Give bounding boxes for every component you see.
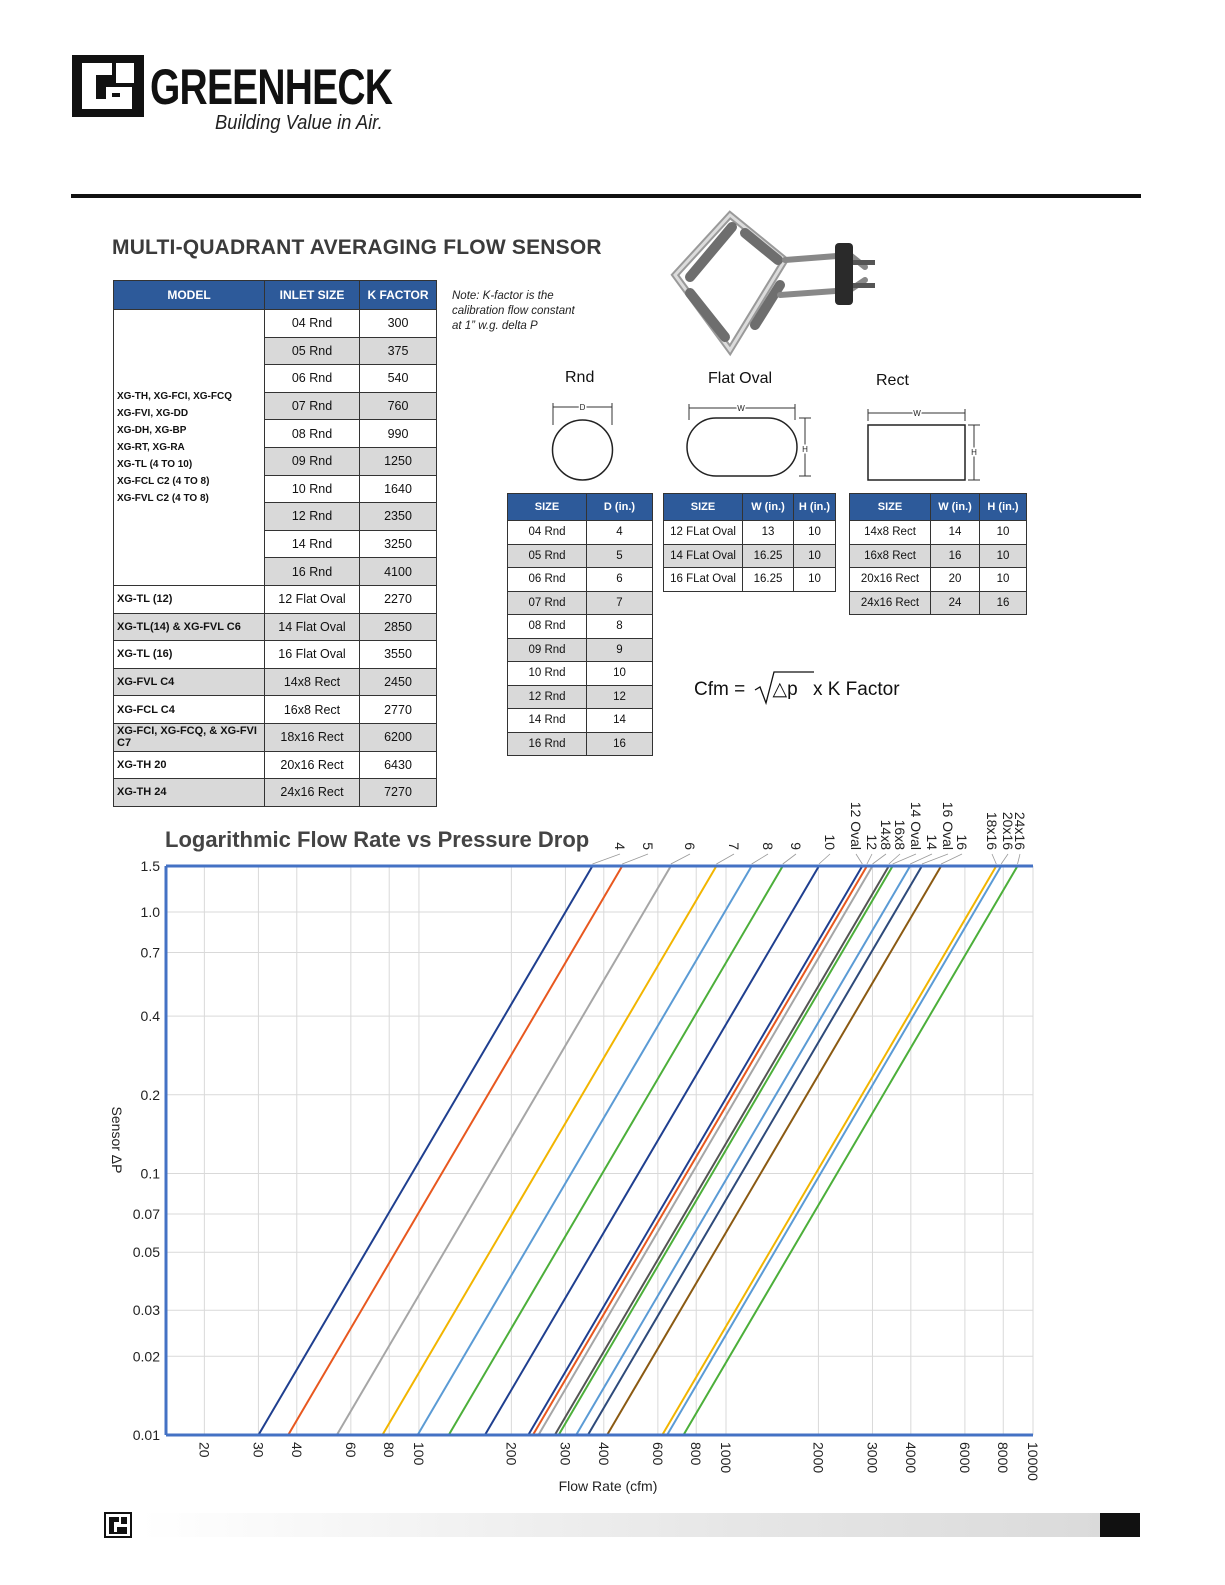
model-name: XG-FVL C2 (4 TO 8) — [117, 492, 209, 504]
table-row — [664, 544, 836, 568]
h-dimension-mark: H — [971, 448, 977, 457]
series-line-18x16 — [662, 866, 996, 1435]
size-cell: 09 Rnd — [508, 638, 587, 662]
size-cell: 05 Rnd — [508, 544, 587, 568]
x-tick-label: 1000 — [717, 1442, 734, 1474]
series-label: 12 Oval — [848, 801, 864, 850]
table-row — [508, 638, 653, 662]
header-k-factor: K FACTOR — [360, 281, 437, 310]
k-factor-cell: 2350 — [360, 503, 437, 531]
k-factor-cell: 4100 — [360, 558, 437, 586]
model-cell: XG-TL (16) — [114, 641, 265, 669]
model-cell: XG-TL (12) — [114, 585, 265, 613]
size-cell: 14 FLat Oval — [664, 544, 743, 568]
round-size-table — [507, 493, 653, 756]
round-duct-diagram — [545, 400, 620, 485]
size-cell: 20x16 Rect — [850, 568, 931, 592]
inlet-size-cell: 14 Rnd — [265, 530, 360, 558]
chart-title: Logarithmic Flow Rate vs Pressure Drop — [165, 827, 590, 852]
k-factor-note: Note: K-factor is the calibration flow constant at 1” w.g. delta P — [452, 290, 575, 332]
series-leader-line — [867, 854, 872, 864]
k-factor-cell: 3550 — [360, 641, 437, 669]
series-line-14x8 — [538, 866, 872, 1435]
k-factor-cell: 1250 — [360, 447, 437, 475]
y-tick-label: 1.5 — [140, 858, 160, 874]
x-tick-label: 100 — [410, 1442, 427, 1466]
inlet-size-cell: 04 Rnd — [265, 310, 360, 338]
inlet-size-cell: 16x8 Rect — [265, 696, 360, 724]
size-cell: 16x8 Rect — [850, 544, 931, 568]
k-factor-cell: 540 — [360, 365, 437, 393]
k-factor-cell: 6430 — [360, 751, 437, 779]
x-tick-label: 6000 — [956, 1442, 973, 1474]
w-cell: 24 — [931, 591, 980, 615]
d-cell: 12 — [587, 685, 653, 709]
series-label: 10 — [822, 834, 838, 850]
greenheck-logo-mark — [72, 55, 144, 117]
table-row — [114, 641, 437, 669]
series-label: 5 — [640, 842, 656, 850]
inlet-size-cell: 24x16 Rect — [265, 779, 360, 807]
table-row — [508, 615, 653, 639]
series-line-12 — [533, 866, 867, 1435]
w-dimension-mark: W — [913, 409, 921, 418]
series-line-16 — [607, 866, 941, 1435]
size-cell: 06 Rnd — [508, 568, 587, 592]
series-label: 24x16 — [1012, 811, 1028, 850]
w-cell: 16.25 — [743, 568, 794, 592]
inlet-size-cell: 14 Flat Oval — [265, 613, 360, 641]
k-factor-cell: 990 — [360, 420, 437, 448]
k-factor-cell: 1640 — [360, 475, 437, 503]
registered-mark: ® — [138, 106, 144, 115]
model-group-cell — [114, 310, 265, 586]
table-row — [850, 568, 1027, 592]
k-factor-cell: 2450 — [360, 668, 437, 696]
flow-pressure-chart — [0, 780, 1225, 1500]
w-cell: 14 — [931, 521, 980, 545]
series-leader-line — [716, 854, 734, 864]
table-row — [508, 544, 653, 568]
y-tick-label: 0.4 — [140, 1008, 160, 1025]
x-tick-label: 300 — [557, 1442, 574, 1466]
size-cell: 14 Rnd — [508, 709, 587, 733]
series-label: 20x16 — [1000, 811, 1016, 850]
header-model: MODEL — [114, 281, 265, 310]
model-cell: XG-FCI, XG-FCQ, & XG-FVI C7 — [114, 723, 265, 751]
brand-name: GREENHECK — [150, 59, 393, 115]
x-tick-label: 800 — [688, 1442, 705, 1466]
table-row — [114, 723, 437, 751]
header-size: SIZE — [664, 494, 743, 521]
x-tick-label: 600 — [649, 1442, 666, 1466]
series-line-16x8 — [555, 866, 889, 1435]
w-cell: 16.25 — [743, 544, 794, 568]
series-leader-line — [622, 854, 648, 864]
table-row — [114, 668, 437, 696]
series-line-10 — [485, 866, 819, 1435]
model-name: XG-FVI, XG-DD — [117, 407, 189, 419]
series-leader-line — [856, 854, 862, 864]
d-dimension-mark: D — [579, 403, 586, 412]
table-row — [508, 521, 653, 545]
inlet-size-cell: 16 Flat Oval — [265, 641, 360, 669]
size-cell: 14x8 Rect — [850, 521, 931, 545]
flat-oval-shape-label: Flat Oval — [708, 370, 773, 387]
table-row — [114, 585, 437, 613]
w-cell: 13 — [743, 521, 794, 545]
series-line-20x16 — [667, 866, 1001, 1435]
series-label: 14x8 — [878, 819, 894, 850]
y-tick-label: 0.2 — [140, 1086, 160, 1103]
size-cell: 24x16 Rect — [850, 591, 931, 615]
table-row — [114, 696, 437, 724]
k-factor-cell: 3250 — [360, 530, 437, 558]
series-label: 16 — [954, 834, 970, 850]
h-cell: 10 — [794, 521, 836, 545]
model-name: XG-TL (4 TO 10) — [117, 458, 193, 470]
y-tick-label: 0.05 — [132, 1244, 160, 1261]
series-leader-line — [819, 854, 830, 864]
d-cell: 8 — [587, 615, 653, 639]
model-k-factor-table — [113, 280, 437, 807]
footer-bar — [140, 1513, 1140, 1537]
series-line-5 — [288, 866, 622, 1435]
series-leader-line — [992, 854, 996, 864]
cfm-formula — [694, 678, 900, 701]
d-cell: 5 — [587, 544, 653, 568]
d-cell: 7 — [587, 591, 653, 615]
formula-rhs: x K Factor — [812, 679, 900, 700]
series-line-4 — [258, 866, 592, 1435]
k-factor-cell: 375 — [360, 337, 437, 365]
inlet-size-cell: 12 Rnd — [265, 503, 360, 531]
y-axis-label: Sensor ΔP — [109, 1106, 125, 1174]
inlet-size-cell: 10 Rnd — [265, 475, 360, 503]
h-cell: 10 — [794, 568, 836, 592]
y-tick-label: 0.01 — [132, 1427, 160, 1443]
header-h: H (in.) — [980, 494, 1027, 521]
series-label: 16x8 — [892, 819, 908, 850]
series-leader-line — [671, 854, 690, 864]
size-cell: 10 Rnd — [508, 662, 587, 686]
y-tick-label: 0.07 — [132, 1206, 160, 1223]
x-tick-label: 3000 — [864, 1442, 881, 1474]
h-cell: 10 — [980, 568, 1027, 592]
rnd-shape-label: Rnd — [565, 369, 595, 386]
k-factor-cell: 7270 — [360, 779, 437, 807]
series-label: 12 — [864, 834, 880, 850]
k-factor-cell: 760 — [360, 392, 437, 420]
x-tick-label: 2000 — [810, 1442, 827, 1474]
header-rule — [71, 194, 1141, 198]
flow-sensor-illustration — [660, 205, 885, 360]
brand-tagline: Building Value in Air. — [215, 112, 383, 134]
table-row — [664, 521, 836, 545]
table-row — [664, 568, 836, 592]
table-row — [114, 310, 437, 338]
model-cell: XG-TH 24 — [114, 779, 265, 807]
flat-oval-size-table — [663, 493, 836, 592]
header-w: W (in.) — [743, 494, 794, 521]
model-name: XG-FCL C2 (4 TO 8) — [117, 475, 210, 487]
series-line-16-oval — [588, 866, 922, 1435]
size-cell: 07 Rnd — [508, 591, 587, 615]
table-row — [114, 751, 437, 779]
h-dimension-mark: H — [802, 445, 808, 454]
inlet-size-cell: 20x16 Rect — [265, 751, 360, 779]
x-tick-label: 80 — [381, 1442, 398, 1458]
table-row — [850, 521, 1027, 545]
series-label: 14 Oval — [908, 801, 924, 850]
series-line-6 — [337, 866, 671, 1435]
x-tick-label: 40 — [288, 1442, 305, 1458]
x-tick-label: 60 — [342, 1442, 359, 1458]
x-tick-label: 30 — [250, 1442, 267, 1458]
table-row — [508, 732, 653, 756]
table-row — [508, 709, 653, 733]
series-label: 4 — [612, 842, 628, 850]
rect-shape-label: Rect — [876, 372, 909, 389]
series-line-14 — [576, 866, 910, 1435]
series-label: 16 Oval — [940, 801, 956, 850]
series-leader-line — [872, 854, 886, 864]
inlet-size-cell: 12 Flat Oval — [265, 585, 360, 613]
header-size: SIZE — [850, 494, 931, 521]
series-label: 8 — [760, 842, 776, 850]
document-title: MULTI-QUADRANT AVERAGING FLOW SENSOR — [112, 236, 602, 259]
k-factor-cell: 2850 — [360, 613, 437, 641]
table-row — [508, 685, 653, 709]
k-factor-cell: 300 — [360, 310, 437, 338]
formula-lhs: Cfm = — [694, 679, 746, 700]
header-w: W (in.) — [931, 494, 980, 521]
series-label: 18x16 — [984, 811, 1000, 850]
series-leader-line — [1018, 854, 1020, 864]
k-factor-cell: 6200 — [360, 723, 437, 751]
table-row — [508, 568, 653, 592]
x-tick-label: 10000 — [1025, 1442, 1041, 1481]
d-cell: 16 — [587, 732, 653, 756]
series-line-8 — [418, 866, 752, 1435]
formula-radicand: △p — [772, 679, 798, 700]
inlet-size-cell: 09 Rnd — [265, 447, 360, 475]
rect-duct-diagram — [862, 405, 987, 485]
table-row — [114, 613, 437, 641]
series-label: 14 — [924, 834, 940, 850]
inlet-size-cell: 06 Rnd — [265, 365, 360, 393]
y-tick-label: 0.02 — [132, 1348, 160, 1365]
d-cell: 6 — [587, 568, 653, 592]
x-tick-label: 200 — [503, 1442, 520, 1466]
series-leader-line — [1001, 854, 1008, 864]
header-inlet-size: INLET SIZE — [265, 281, 360, 310]
series-line-12-oval — [528, 866, 862, 1435]
inlet-size-cell: 16 Rnd — [265, 558, 360, 586]
model-name: XG-TH, XG-FCI, XG-FCQ — [117, 390, 232, 402]
y-tick-label: 0.7 — [140, 944, 160, 961]
h-cell: 10 — [980, 544, 1027, 568]
model-name: XG-RT, XG-RA — [117, 441, 185, 453]
model-cell: XG-TH 20 — [114, 751, 265, 779]
w-cell: 16 — [931, 544, 980, 568]
d-cell: 14 — [587, 709, 653, 733]
series-label: 6 — [682, 842, 698, 850]
h-cell: 16 — [980, 591, 1027, 615]
size-cell: 08 Rnd — [508, 615, 587, 639]
footer-logo-mark — [104, 1512, 134, 1538]
table-row — [508, 662, 653, 686]
inlet-size-cell: 18x16 Rect — [265, 723, 360, 751]
d-cell: 4 — [587, 521, 653, 545]
d-cell: 9 — [587, 638, 653, 662]
table-row — [850, 544, 1027, 568]
footer-page-block — [1100, 1513, 1140, 1537]
table-row — [508, 591, 653, 615]
x-tick-label: 20 — [196, 1442, 213, 1458]
series-label: 7 — [726, 842, 742, 850]
series-label: 9 — [788, 842, 804, 850]
rect-size-table — [849, 493, 1027, 615]
header-d: D (in.) — [587, 494, 653, 521]
x-axis-label: Flow Rate (cfm) — [558, 1478, 658, 1494]
x-tick-label: 400 — [595, 1442, 612, 1466]
size-cell: 12 Rnd — [508, 685, 587, 709]
header-h: H (in.) — [794, 494, 836, 521]
model-cell: XG-TL(14) & XG-FVL C6 — [114, 613, 265, 641]
k-factor-cell: 2270 — [360, 585, 437, 613]
y-tick-label: 0.03 — [132, 1302, 160, 1319]
series-line-7 — [382, 866, 716, 1435]
inlet-size-cell: 07 Rnd — [265, 392, 360, 420]
inlet-size-cell: 14x8 Rect — [265, 668, 360, 696]
table-row — [850, 591, 1027, 615]
model-cell: XG-FVL C4 — [114, 668, 265, 696]
h-cell: 10 — [794, 544, 836, 568]
size-cell: 16 Rnd — [508, 732, 587, 756]
h-cell: 10 — [980, 521, 1027, 545]
series-leader-line — [783, 854, 796, 864]
size-cell: 04 Rnd — [508, 521, 587, 545]
inlet-size-cell: 08 Rnd — [265, 420, 360, 448]
flat-oval-duct-diagram — [683, 400, 818, 480]
d-cell: 10 — [587, 662, 653, 686]
y-tick-label: 1.0 — [140, 904, 160, 921]
series-leader-line — [592, 854, 620, 864]
w-cell: 20 — [931, 568, 980, 592]
size-cell: 12 FLat Oval — [664, 521, 743, 545]
header-size: SIZE — [508, 494, 587, 521]
series-leader-line — [889, 854, 900, 864]
inlet-size-cell: 05 Rnd — [265, 337, 360, 365]
w-dimension-mark: W — [737, 404, 745, 413]
x-tick-label: 4000 — [902, 1442, 919, 1474]
size-cell: 16 FLat Oval — [664, 568, 743, 592]
model-name: XG-DH, XG-BP — [117, 424, 187, 436]
model-cell: XG-FCL C4 — [114, 696, 265, 724]
k-factor-cell: 2770 — [360, 696, 437, 724]
x-tick-label: 8000 — [995, 1442, 1012, 1474]
series-leader-line — [752, 854, 768, 864]
y-tick-label: 0.1 — [140, 1165, 160, 1182]
